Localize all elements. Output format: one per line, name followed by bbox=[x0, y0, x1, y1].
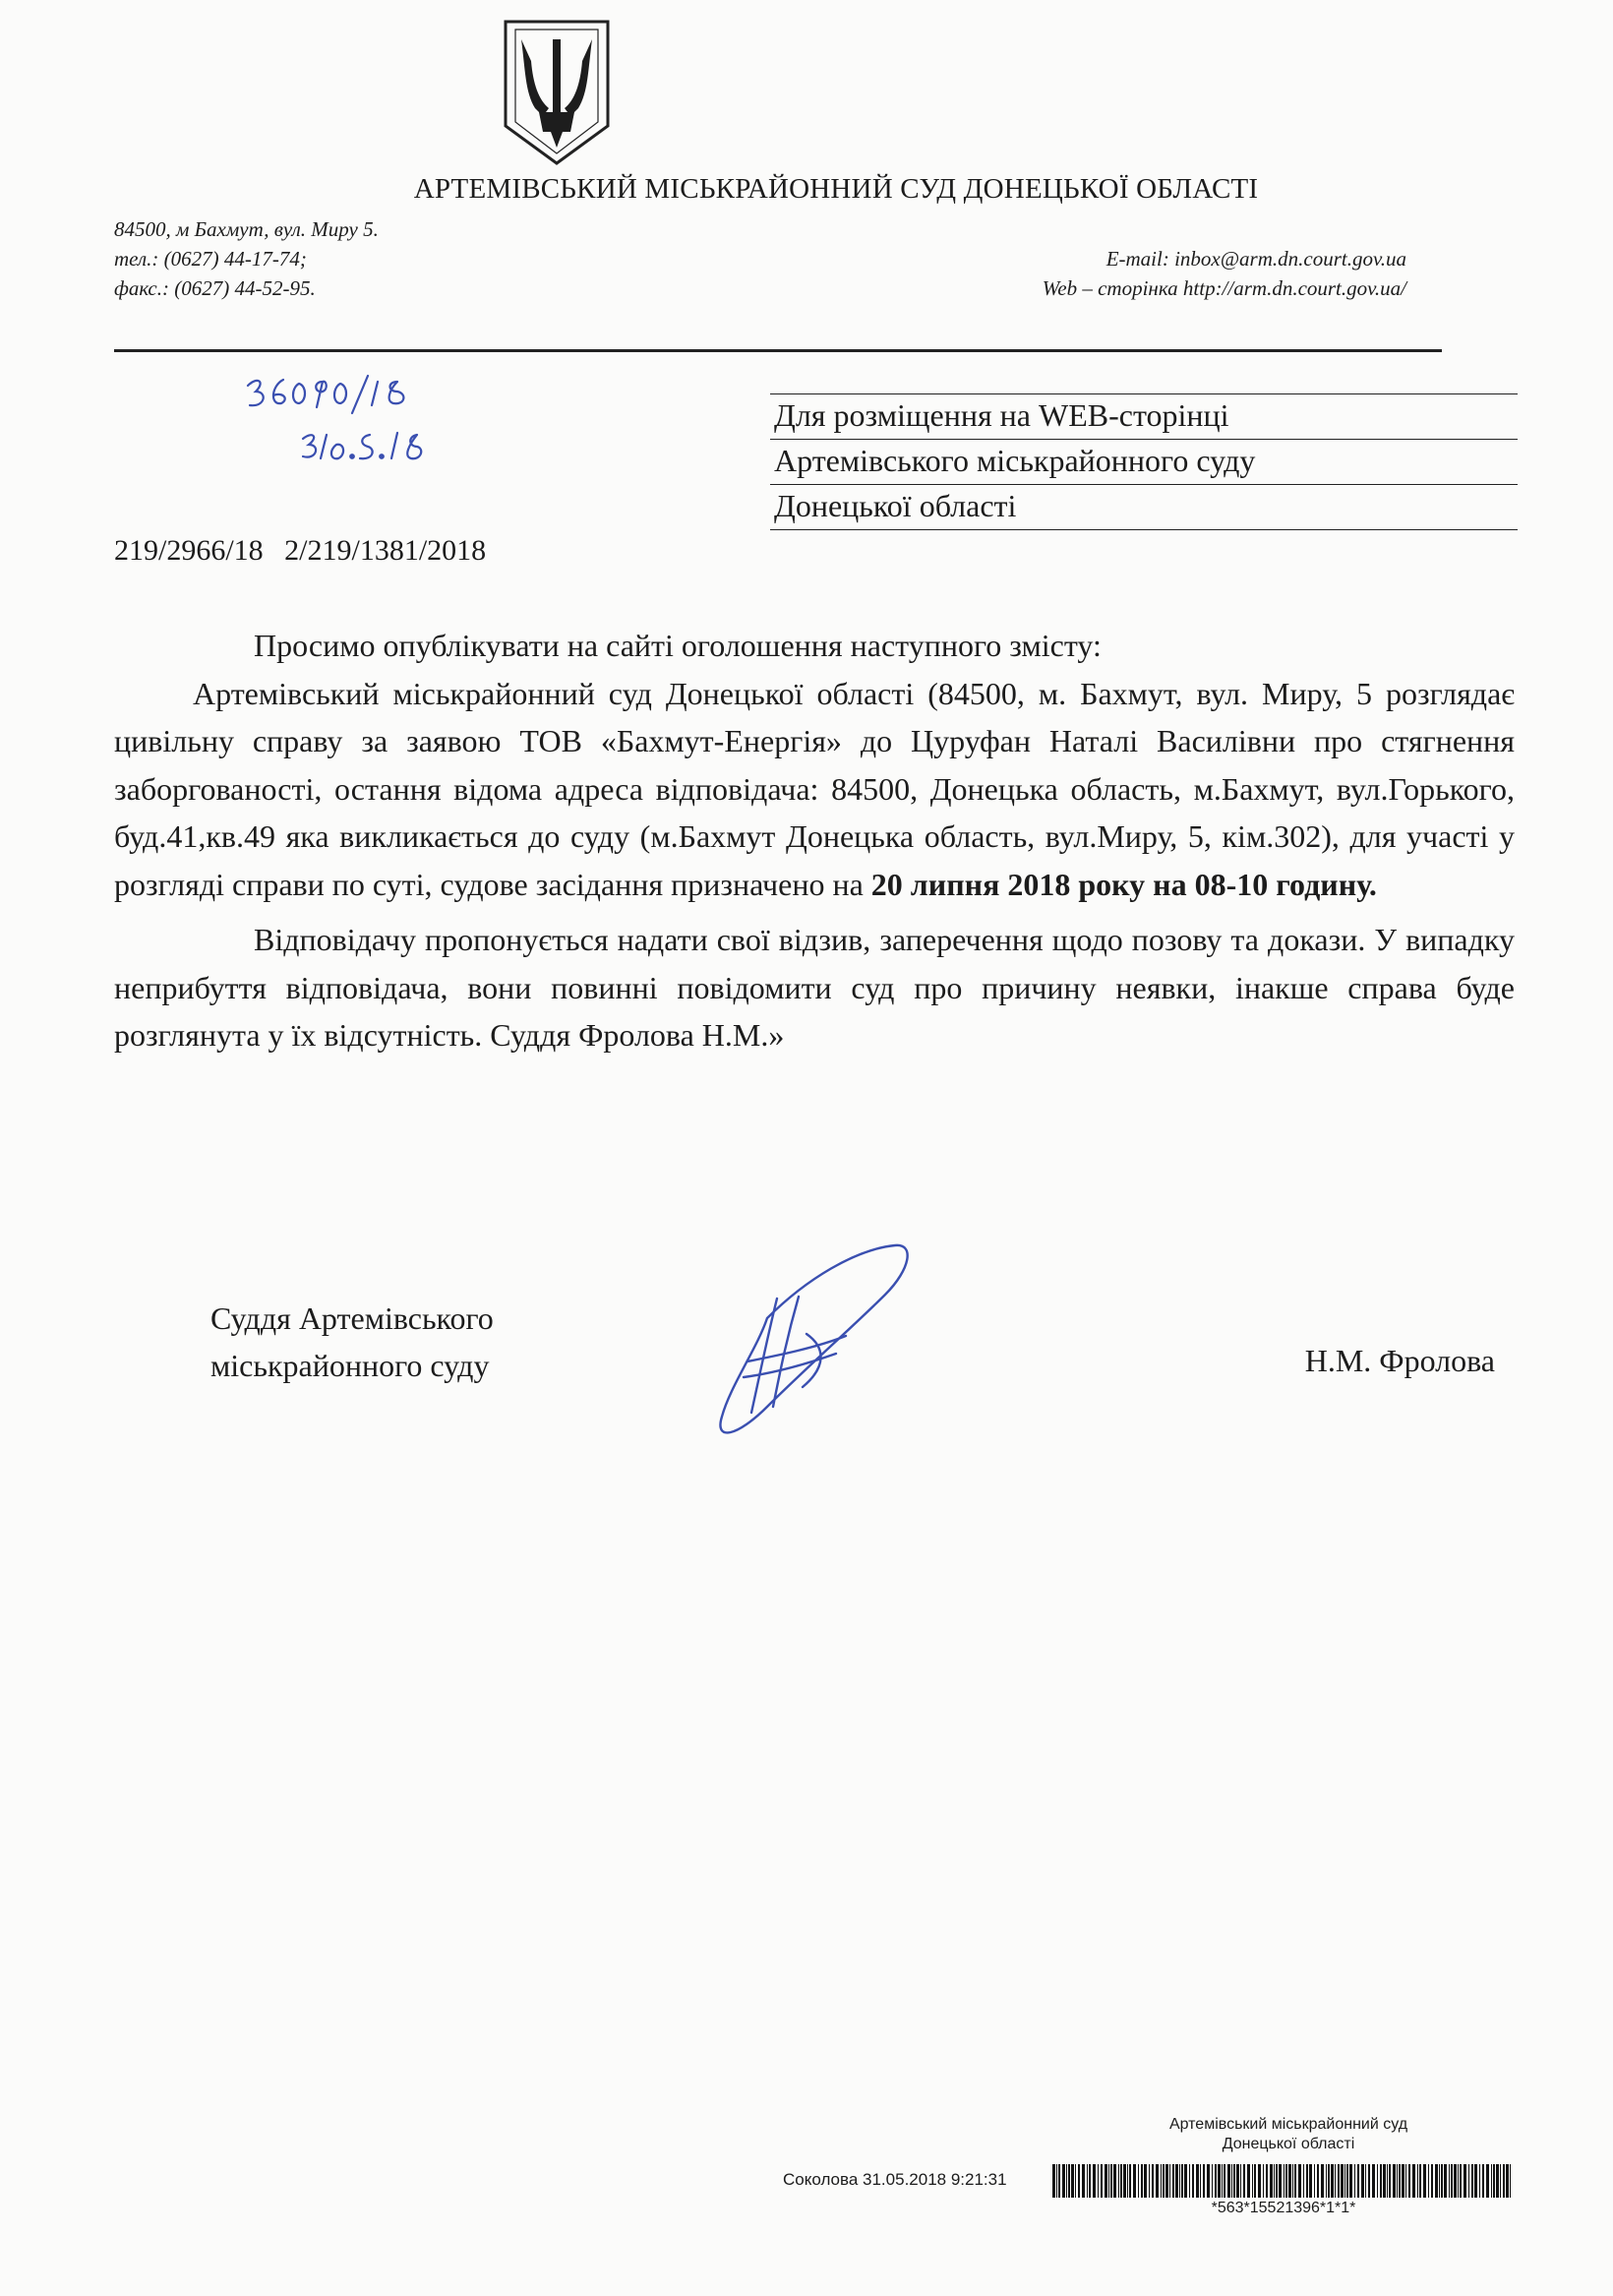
barcode-bar bbox=[1078, 2164, 1080, 2198]
contact-right bbox=[1043, 244, 1406, 303]
hearing-date: 20 липня 2018 року на 08-10 годину. bbox=[870, 866, 1377, 902]
barcode-bar bbox=[1344, 2164, 1345, 2198]
barcode-bar bbox=[1276, 2164, 1278, 2198]
barcode-bar bbox=[1482, 2164, 1484, 2198]
barcode-bar bbox=[1449, 2164, 1450, 2198]
barcode-text: *563*15521396*1*1* bbox=[1211, 2200, 1356, 2216]
barcode-bar bbox=[1314, 2164, 1315, 2198]
barcode-bar bbox=[1075, 2164, 1076, 2198]
barcode-bar bbox=[1056, 2164, 1057, 2198]
stamp-court bbox=[1082, 2115, 1495, 2154]
barcode-bar bbox=[1141, 2164, 1143, 2198]
barcode-bar bbox=[1196, 2164, 1199, 2198]
barcode-bar bbox=[1361, 2164, 1364, 2198]
barcode-bar bbox=[1298, 2164, 1301, 2198]
barcode-bar bbox=[1098, 2164, 1099, 2198]
placement-line-2: Артемівського міськрайонного суду bbox=[770, 440, 1518, 485]
barcode-bar bbox=[1288, 2164, 1291, 2198]
barcode-bar bbox=[1120, 2164, 1122, 2198]
barcode-bar bbox=[1496, 2164, 1499, 2198]
barcode-bar bbox=[1402, 2164, 1404, 2198]
barcode-bar bbox=[1506, 2164, 1509, 2198]
barcode-bar bbox=[1503, 2164, 1505, 2198]
barcode-bar bbox=[1441, 2164, 1443, 2198]
barcode-bar bbox=[1393, 2164, 1396, 2198]
barcode-bar bbox=[1247, 2164, 1250, 2198]
barcode-bar bbox=[1412, 2164, 1415, 2198]
barcode-bar bbox=[1066, 2164, 1067, 2198]
barcode-bar bbox=[1431, 2164, 1433, 2198]
barcode-bar bbox=[1464, 2164, 1466, 2198]
stamp-court-line-2: Донецької області bbox=[1222, 2136, 1355, 2152]
barcode-bar bbox=[1169, 2164, 1170, 2198]
case-numbers: 219/2966/18 2/219/1381/2018 bbox=[114, 534, 487, 567]
email-line: E-mail: inbox@arm.dn.court.gov.ua bbox=[1105, 247, 1406, 271]
barcode-bar bbox=[1439, 2164, 1440, 2198]
barcode-bar bbox=[1203, 2164, 1205, 2198]
barcode-bar bbox=[1285, 2164, 1287, 2198]
barcode-bar bbox=[1161, 2164, 1162, 2198]
signature-role-line-1: Суддя Артемівського bbox=[210, 1300, 494, 1336]
barcode-bar bbox=[1068, 2164, 1070, 2198]
barcode-bar bbox=[1071, 2164, 1074, 2198]
barcode-bar bbox=[1460, 2164, 1462, 2198]
barcode-bar bbox=[1172, 2164, 1174, 2198]
barcode-bar bbox=[1377, 2164, 1378, 2198]
barcode-bar bbox=[1471, 2164, 1473, 2198]
barcode-bar bbox=[1181, 2164, 1183, 2198]
court-title: АРТЕМІВСЬКИЙ МІСЬКРАЙОННИЙ СУД ДОНЕЦЬКОЇ ОБЛАСТІ bbox=[413, 173, 1259, 205]
barcode-bar bbox=[1387, 2164, 1388, 2198]
barcode-bar bbox=[1303, 2164, 1304, 2198]
barcode-bar bbox=[1274, 2164, 1275, 2198]
barcode-bar bbox=[1149, 2164, 1150, 2198]
barcode-bar bbox=[1326, 2164, 1327, 2198]
barcode-bar bbox=[1082, 2164, 1085, 2198]
barcode-bar bbox=[1233, 2164, 1235, 2198]
respondent-paragraph: Відповідачу пропонується надати свої відзив, заперечення щодо позову та докази. У випадку неприбуття відповідача, вони повинні повідомити суд про причину неявки, інакше справа буде розглянута у їх відсутність. Суддя Фролова Н.М.» bbox=[114, 922, 1515, 1053]
barcode-bar bbox=[1389, 2164, 1391, 2198]
barcode-bar bbox=[1458, 2164, 1459, 2198]
barcode-bar bbox=[1428, 2164, 1429, 2198]
announcement-body bbox=[114, 622, 1515, 1059]
barcode-bar bbox=[1113, 2164, 1116, 2198]
barcode-bar bbox=[1200, 2164, 1201, 2198]
barcode-bar bbox=[1192, 2164, 1194, 2198]
barcode-bar bbox=[1236, 2164, 1239, 2198]
barcode-bar bbox=[1133, 2164, 1136, 2198]
signature-role-line-2: міськрайонного суду bbox=[210, 1348, 490, 1383]
fax-line: факс.: (0627) 44-52-95. bbox=[114, 276, 316, 300]
barcode-bar bbox=[1243, 2164, 1245, 2198]
barcode-bar bbox=[1341, 2164, 1344, 2198]
barcode-bar bbox=[1451, 2164, 1453, 2198]
barcode-bar bbox=[1493, 2164, 1495, 2198]
barcode-bar bbox=[1062, 2164, 1065, 2198]
barcode-bar bbox=[1093, 2164, 1096, 2198]
barcode-bar bbox=[1468, 2164, 1469, 2198]
contact-left bbox=[114, 214, 379, 303]
barcode-bar bbox=[1338, 2164, 1340, 2198]
barcode-bar bbox=[1175, 2164, 1178, 2198]
barcode-bar bbox=[1491, 2164, 1492, 2198]
intro-paragraph: Просимо опублікувати на сайті оголошення наступного змісту: bbox=[254, 628, 1102, 663]
barcode-bar bbox=[1383, 2164, 1386, 2198]
signature-role bbox=[210, 1295, 494, 1389]
barcode-bar bbox=[1089, 2164, 1091, 2198]
barcode-bar bbox=[1419, 2164, 1421, 2198]
main-paragraph-text: Артемівський міськрайонний суд Донецької області (84500, м. Бахмут, вул. Миру, 5 розглядає цивільну справу за заявою ТОВ «Бахмут-Енергія» до Цуруфан Наталі Василівни про стягнення заборгованості, остання відома адреса відповідача: 84500, Донецька область, м.Бахмут, вул.Горького, буд.41,кв.49 яка викликається до суду (м.Бахмут Донецька область, вул.Миру, 5, кім.302), для участі у розгляді справи по суті, судове засідання призначено на bbox=[114, 675, 1515, 902]
barcode-bar bbox=[1101, 2164, 1103, 2198]
stamp-court-line-1: Артемівський міськрайонний суд bbox=[1168, 2116, 1408, 2133]
barcode-bar bbox=[1423, 2164, 1426, 2198]
barcode-bar bbox=[1397, 2164, 1398, 2198]
barcode-bar bbox=[1263, 2164, 1264, 2198]
barcode-bar bbox=[1380, 2164, 1382, 2198]
barcode-bar bbox=[1165, 2164, 1168, 2198]
barcode-bar bbox=[1408, 2164, 1410, 2198]
barcode-bar bbox=[1052, 2164, 1055, 2198]
barcode-bar bbox=[1212, 2164, 1213, 2198]
barcode-bar bbox=[1510, 2164, 1511, 2198]
barcode-bar bbox=[1417, 2164, 1418, 2198]
barcode-bar bbox=[1292, 2164, 1293, 2198]
barcode-bar bbox=[1179, 2164, 1180, 2198]
barcode-bar bbox=[1163, 2164, 1165, 2198]
barcode-bar bbox=[1108, 2164, 1109, 2198]
barcode-bar bbox=[1365, 2164, 1366, 2198]
trident-emblem-icon bbox=[500, 18, 614, 167]
barcode-bar bbox=[1405, 2164, 1406, 2198]
barcode-bar bbox=[1227, 2164, 1230, 2198]
barcode-bar bbox=[1058, 2164, 1060, 2198]
placement-line-3: Донецької області bbox=[770, 485, 1518, 530]
barcode bbox=[1052, 2164, 1515, 2198]
barcode-bar bbox=[1138, 2164, 1139, 2198]
main-paragraph bbox=[114, 670, 1515, 909]
barcode-bar bbox=[1500, 2164, 1501, 2198]
barcode-bar bbox=[1317, 2164, 1319, 2198]
barcode-bar bbox=[1118, 2164, 1119, 2198]
barcode-bar bbox=[1357, 2164, 1359, 2198]
barcode-bar bbox=[1454, 2164, 1457, 2198]
placement-line-1: Для розміщення на WEB-сторінці bbox=[770, 394, 1518, 440]
barcode-bar bbox=[1218, 2164, 1221, 2198]
barcode-bar bbox=[1123, 2164, 1126, 2198]
barcode-bar bbox=[1127, 2164, 1128, 2198]
barcode-bar bbox=[1156, 2164, 1159, 2198]
barcode-bar bbox=[1444, 2164, 1447, 2198]
barcode-bar bbox=[1224, 2164, 1225, 2198]
barcode-bar bbox=[1399, 2164, 1401, 2198]
barcode-bar bbox=[1309, 2164, 1312, 2198]
barcode-bar bbox=[1215, 2164, 1217, 2198]
barcode-bar bbox=[1207, 2164, 1210, 2198]
stamp-clerk: Соколова 31.05.2018 9:21:31 bbox=[783, 2170, 1007, 2189]
barcode-bar bbox=[1270, 2164, 1273, 2198]
handwritten-registration-mark bbox=[244, 374, 431, 472]
barcode-bar bbox=[1087, 2164, 1088, 2198]
barcode-bar bbox=[1189, 2164, 1190, 2198]
barcode-bar bbox=[1129, 2164, 1131, 2198]
barcode-bar bbox=[1354, 2164, 1355, 2198]
placement-box bbox=[770, 393, 1518, 530]
barcode-bar bbox=[1331, 2164, 1334, 2198]
barcode-bar bbox=[1222, 2164, 1223, 2198]
barcode-bar bbox=[1254, 2164, 1256, 2198]
barcode-bar bbox=[1474, 2164, 1477, 2198]
barcode-bar bbox=[1110, 2164, 1112, 2198]
barcode-bar bbox=[1346, 2164, 1348, 2198]
barcode-bar bbox=[1258, 2164, 1261, 2198]
barcode-bar bbox=[1105, 2164, 1107, 2198]
barcode-bar bbox=[1144, 2164, 1147, 2198]
signatory-name: Н.М. Фролова bbox=[1304, 1343, 1495, 1378]
barcode-bar bbox=[1321, 2164, 1324, 2198]
barcode-bar bbox=[1294, 2164, 1296, 2198]
barcode-bar bbox=[1279, 2164, 1282, 2198]
barcode-bar bbox=[1152, 2164, 1154, 2198]
address-line: 84500, м Бахмут, вул. Миру 5. bbox=[114, 217, 379, 241]
barcode-bar bbox=[1335, 2164, 1336, 2198]
barcode-bar bbox=[1252, 2164, 1253, 2198]
barcode-bar bbox=[1435, 2164, 1438, 2198]
barcode-bar bbox=[1349, 2164, 1352, 2198]
barcode-bar bbox=[1306, 2164, 1308, 2198]
barcode-bar bbox=[1486, 2164, 1489, 2198]
barcode-bar bbox=[1328, 2164, 1330, 2198]
barcode-bar bbox=[1368, 2164, 1370, 2198]
barcode-bar bbox=[1266, 2164, 1268, 2198]
barcode-bar bbox=[1479, 2164, 1480, 2198]
barcode-bar bbox=[1240, 2164, 1241, 2198]
barcode-bar bbox=[1372, 2164, 1375, 2198]
header-divider bbox=[114, 349, 1442, 352]
web-line: Web – сторінка http://arm.dn.court.gov.ua/ bbox=[1042, 276, 1406, 300]
phone-line: тел.: (0627) 44-17-74; bbox=[114, 247, 307, 271]
barcode-bar bbox=[1231, 2164, 1232, 2198]
barcode-bar bbox=[1184, 2164, 1187, 2198]
handwritten-signature bbox=[708, 1239, 925, 1446]
